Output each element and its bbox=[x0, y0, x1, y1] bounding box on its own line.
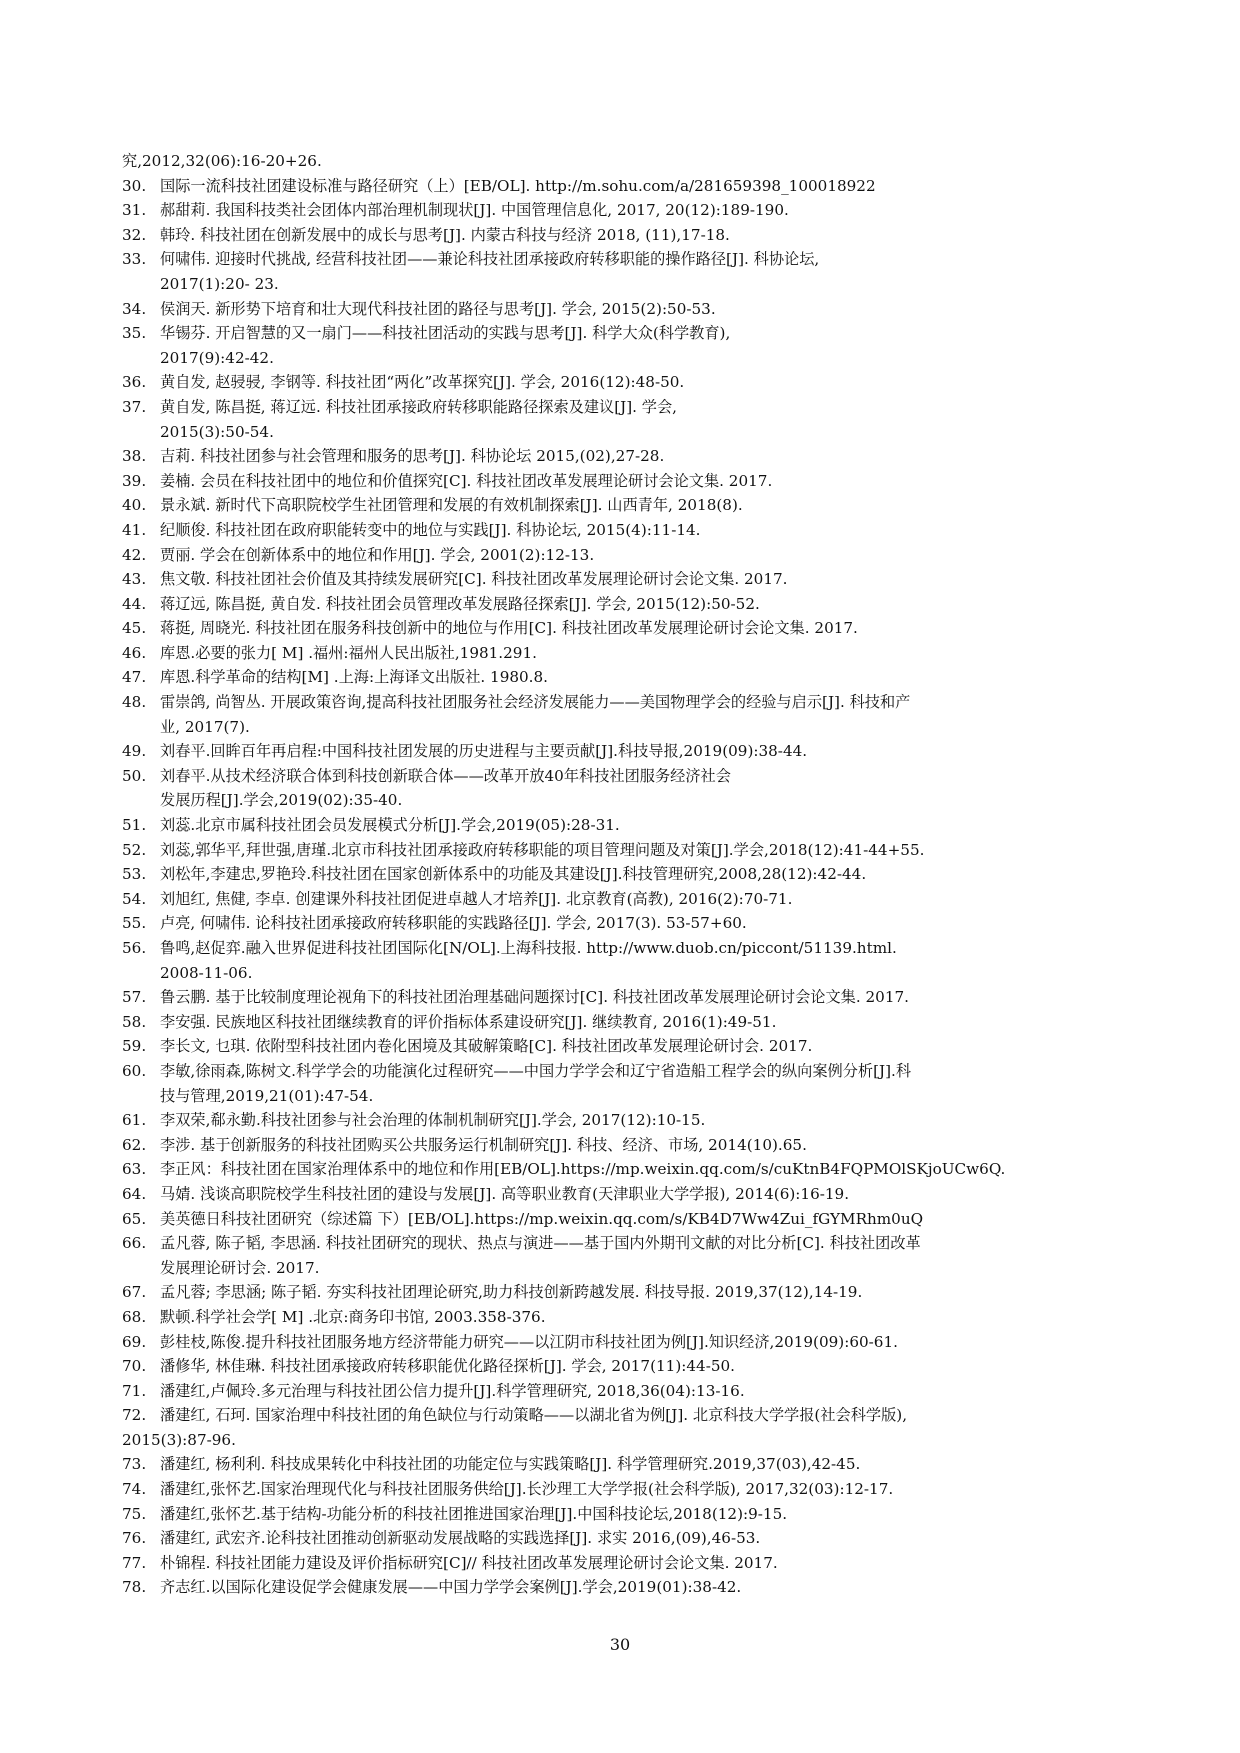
reference-number: 78. bbox=[122, 1578, 147, 1597]
reference-item bbox=[122, 665, 1122, 690]
reference-number: 58. bbox=[122, 1012, 147, 1031]
reference-item bbox=[122, 739, 1122, 764]
reference-text: 焦文敬. 科技社团社会价值及其持续发展研究[C]. 科技社团改革发展理论研讨会论文集. 2017. bbox=[160, 570, 788, 589]
reference-line bbox=[122, 1379, 1122, 1404]
reference-line bbox=[122, 715, 1122, 740]
reference-text: 潘建红, 石珂. 国家治理中科技社团的角色缺位与行动策略——以湖北省为例[J]. 北京科技大学学报(社会科学版), bbox=[160, 1406, 908, 1425]
reference-text: 潘建红,张怀艺.国家治理现代化与科技社团服务供给[J].长沙理工大学学报(社会科学版), 2017,32(03):12-17. bbox=[160, 1480, 894, 1499]
reference-text: 潘建红,卢佩玲.多元治理与科技社团公信力提升[J].科学管理研究, 2018,36(04):13-16. bbox=[160, 1381, 745, 1400]
reference-line bbox=[122, 1059, 1122, 1084]
reference-number: 53. bbox=[122, 865, 147, 884]
reference-list bbox=[122, 149, 1122, 1600]
reference-line bbox=[122, 1182, 1122, 1207]
reference-number: 38. bbox=[122, 447, 147, 466]
reference-item bbox=[122, 1452, 1122, 1477]
reference-item bbox=[122, 444, 1122, 469]
reference-text: 鲁鸣,赵促弈.融入世界促进科技社团国际化[N/OL].上海科技报. http://www.duob.cn/piccont/51139.html. bbox=[160, 939, 897, 957]
reference-item bbox=[122, 1502, 1122, 1527]
reference-item bbox=[122, 149, 1122, 174]
reference-number: 72. bbox=[122, 1406, 147, 1425]
reference-item bbox=[122, 1231, 1122, 1280]
reference-text: 鲁云鹏. 基于比较制度理论视角下的科技社团治理基础问题探讨[C]. 科技社团改革发展理论研讨会论文集. 2017. bbox=[160, 988, 909, 1007]
reference-item bbox=[122, 198, 1122, 223]
reference-text: 李长文, 乜琪. 依附型科技社团内卷化困境及其破解策略[C]. 科技社团改革发展理论研讨会. 2017. bbox=[160, 1037, 813, 1056]
reference-text: 发展历程[J].学会,2019(02):35-40. bbox=[160, 791, 403, 810]
reference-item bbox=[122, 641, 1122, 666]
reference-text: 国际一流科技社团建设标准与路径研究（上）[EB/OL]. http://m.sohu.com/a/281659398_100018922 bbox=[160, 176, 876, 195]
reference-number: 63. bbox=[122, 1160, 147, 1179]
reference-number: 70. bbox=[122, 1357, 147, 1376]
reference-item bbox=[122, 297, 1122, 322]
reference-number: 77. bbox=[122, 1553, 147, 1572]
reference-line bbox=[122, 985, 1122, 1010]
reference-text: 2017(1):20- 23. bbox=[160, 274, 279, 293]
reference-item bbox=[122, 1575, 1122, 1600]
reference-number: 67. bbox=[122, 1283, 147, 1302]
reference-text: 华锡芬. 开启智慧的又一扇门——科技社团活动的实践与思考[J]. 科学大众(科学教育), bbox=[160, 324, 731, 343]
reference-text: 潘建红, 武宏齐.论科技社团推动创新驱动发展战略的实践选择[J]. 求实 2016,(09),46-53. bbox=[160, 1529, 761, 1548]
reference-number: 64. bbox=[122, 1184, 147, 1203]
reference-line bbox=[122, 1526, 1122, 1551]
reference-number: 32. bbox=[122, 225, 147, 244]
reference-number: 33. bbox=[122, 250, 147, 269]
reference-number: 57. bbox=[122, 988, 147, 1007]
reference-number: 31. bbox=[122, 201, 147, 220]
reference-item bbox=[122, 813, 1122, 838]
reference-line bbox=[122, 1231, 1122, 1256]
reference-text: 默顿.科学社会学[ M] .北京:商务印书馆, 2003.358-376. bbox=[160, 1307, 546, 1326]
reference-line bbox=[122, 936, 1122, 961]
reference-number: 47. bbox=[122, 668, 147, 687]
reference-item bbox=[122, 1305, 1122, 1330]
reference-line bbox=[122, 1403, 1122, 1428]
reference-text: 何啸伟. 迎接时代挑战, 经营科技社团——兼论科技社团承接政府转移职能的操作路径[J]. 科协论坛, bbox=[160, 250, 820, 269]
reference-item bbox=[122, 567, 1122, 592]
reference-number: 73. bbox=[122, 1455, 147, 1474]
reference-item bbox=[122, 1108, 1122, 1133]
reference-line bbox=[122, 518, 1122, 543]
reference-item bbox=[122, 493, 1122, 518]
reference-text: 卢亮, 何啸伟. 论科技社团承接政府转移职能的实践路径[J]. 学会, 2017(3). 53-57+60. bbox=[160, 914, 747, 933]
reference-line bbox=[122, 493, 1122, 518]
reference-number: 42. bbox=[122, 545, 147, 564]
reference-text: 库恩.科学革命的结构[M] .上海:上海译文出版社. 1980.8. bbox=[160, 668, 549, 687]
reference-text: 2008-11-06. bbox=[160, 963, 253, 982]
reference-text: 究,2012,32(06):16-20+26. bbox=[122, 152, 322, 170]
reference-item bbox=[122, 985, 1122, 1010]
reference-line bbox=[122, 961, 1122, 986]
reference-number: 61. bbox=[122, 1111, 147, 1130]
reference-number: 74. bbox=[122, 1480, 147, 1499]
reference-text: 库恩.必要的张力[ M] .福州:福州人民出版社,1981.291. bbox=[160, 643, 537, 662]
reference-number: 62. bbox=[122, 1135, 147, 1154]
reference-text: 纪顺俊. 科技社团在政府职能转变中的地位与实践[J]. 科协论坛, 2015(4):11-14. bbox=[160, 520, 701, 539]
reference-line bbox=[122, 1551, 1122, 1576]
reference-item bbox=[122, 838, 1122, 863]
reference-line bbox=[122, 641, 1122, 666]
reference-item bbox=[122, 543, 1122, 568]
reference-text: 孟凡蓉, 陈子韬, 李思涵. 科技社团研究的现状、热点与演进——基于国内外期刊文献的对比分析[C]. 科技社团改革 bbox=[160, 1234, 921, 1253]
reference-number: 60. bbox=[122, 1061, 147, 1080]
reference-line bbox=[122, 838, 1122, 863]
reference-line bbox=[122, 1207, 1122, 1232]
reference-item bbox=[122, 1182, 1122, 1207]
reference-item bbox=[122, 469, 1122, 494]
reference-line bbox=[122, 198, 1122, 223]
reference-line bbox=[122, 1108, 1122, 1133]
reference-item bbox=[122, 223, 1122, 248]
reference-item bbox=[122, 247, 1122, 296]
reference-number: 41. bbox=[122, 520, 147, 539]
reference-line bbox=[122, 370, 1122, 395]
reference-number: 43. bbox=[122, 570, 147, 589]
reference-line bbox=[122, 592, 1122, 617]
reference-text: 李双荣,郗永勤.科技社团参与社会治理的体制机制研究[J].学会, 2017(12):10-15. bbox=[160, 1111, 706, 1130]
reference-line bbox=[122, 1575, 1122, 1600]
reference-line bbox=[122, 247, 1122, 272]
reference-item bbox=[122, 1280, 1122, 1305]
reference-item bbox=[122, 1526, 1122, 1551]
reference-item bbox=[122, 1330, 1122, 1355]
reference-line bbox=[122, 665, 1122, 690]
reference-number: 68. bbox=[122, 1307, 147, 1326]
reference-item bbox=[122, 1059, 1122, 1108]
reference-text: 刘旭红, 焦健, 李卓. 创建课外科技社团促进卓越人才培养[J]. 北京教育(高教), 2016(2):70-71. bbox=[160, 889, 793, 908]
reference-line bbox=[122, 739, 1122, 764]
reference-line bbox=[122, 346, 1122, 371]
reference-item bbox=[122, 1133, 1122, 1158]
reference-item bbox=[122, 764, 1122, 813]
reference-line bbox=[122, 887, 1122, 912]
reference-item bbox=[122, 936, 1122, 985]
reference-line bbox=[122, 1133, 1122, 1158]
reference-text: 蒋辽远, 陈昌挺, 黄自发. 科技社团会员管理改革发展路径探索[J]. 学会, 2015(12):50-52. bbox=[160, 594, 760, 613]
reference-text: 刘松年,李建忠,罗艳玲.科技社团在国家创新体系中的功能及其建设[J].科技管理研究,2008,28(12):42-44. bbox=[160, 865, 867, 884]
reference-item bbox=[122, 1403, 1122, 1452]
reference-line bbox=[122, 1084, 1122, 1109]
reference-number: 34. bbox=[122, 299, 147, 318]
reference-text: 雷崇鸽, 尚智丛. 开展政策咨询,提高科技社团服务社会经济发展能力——美国物理学会的经验与启示[J]. 科技和产 bbox=[160, 693, 911, 712]
reference-item bbox=[122, 1010, 1122, 1035]
reference-line bbox=[122, 1354, 1122, 1379]
reference-line bbox=[122, 764, 1122, 789]
reference-text: 黄自发, 陈昌挺, 蒋辽远. 科技社团承接政府转移职能路径探索及建议[J]. 学会, bbox=[160, 397, 678, 416]
reference-number: 66. bbox=[122, 1234, 147, 1253]
reference-text: 技与管理,2019,21(01):47-54. bbox=[160, 1086, 374, 1105]
reference-text: 马婧. 浅谈高职院校学生科技社团的建设与发展[J]. 高等职业教育(天津职业大学学报), 2014(6):16-19. bbox=[160, 1184, 850, 1203]
reference-item bbox=[122, 1207, 1122, 1232]
reference-item bbox=[122, 1477, 1122, 1502]
reference-line bbox=[122, 321, 1122, 346]
reference-text: 蒋挺, 周晓光. 科技社团在服务科技创新中的地位与作用[C]. 科技社团改革发展理论研讨会论文集. 2017. bbox=[160, 619, 858, 638]
reference-number: 65. bbox=[122, 1209, 147, 1228]
reference-item bbox=[122, 518, 1122, 543]
reference-line bbox=[122, 223, 1122, 248]
reference-line bbox=[122, 1428, 1122, 1453]
reference-number: 76. bbox=[122, 1529, 147, 1548]
reference-number: 36. bbox=[122, 373, 147, 392]
reference-text: 潘建红,张怀艺.基于结构-功能分析的科技社团推进国家治理[J].中国科技论坛,2018(12):9-15. bbox=[160, 1504, 788, 1523]
reference-line bbox=[122, 272, 1122, 297]
reference-line bbox=[122, 788, 1122, 813]
reference-line bbox=[122, 862, 1122, 887]
reference-number: 39. bbox=[122, 471, 147, 490]
reference-line bbox=[122, 813, 1122, 838]
reference-item bbox=[122, 592, 1122, 617]
reference-item bbox=[122, 862, 1122, 887]
reference-text: 潘修华, 林佳琳. 科技社团承接政府转移职能优化路径探析[J]. 学会, 2017(11):44-50. bbox=[160, 1357, 735, 1376]
reference-text: 贾丽. 学会在创新体系中的地位和作用[J]. 学会, 2001(2):12-13. bbox=[160, 545, 595, 564]
reference-text: 郝甜莉. 我国科技类社会团体内部治理机制现状[J]. 中国管理信息化, 2017, 20(12):189-190. bbox=[160, 201, 789, 220]
reference-item bbox=[122, 690, 1122, 739]
reference-item bbox=[122, 321, 1122, 370]
reference-text: 2015(3):87-96. bbox=[122, 1430, 236, 1449]
reference-line bbox=[122, 911, 1122, 936]
reference-text: 彭桂枝,陈俊.提升科技社团服务地方经济带能力研究——以江阴市科技社团为例[J].知识经济,2019(09):60-61. bbox=[160, 1332, 898, 1351]
reference-text: 发展理论研讨会. 2017. bbox=[160, 1258, 320, 1277]
reference-item bbox=[122, 370, 1122, 395]
reference-line bbox=[122, 567, 1122, 592]
reference-line bbox=[122, 444, 1122, 469]
reference-line bbox=[122, 1330, 1122, 1355]
reference-line bbox=[122, 420, 1122, 445]
reference-item bbox=[122, 1379, 1122, 1404]
reference-number: 69. bbox=[122, 1332, 147, 1351]
reference-number: 59. bbox=[122, 1037, 147, 1056]
reference-text: 刘春平.从技术经济联合体到科技创新联合体——改革开放40年科技社团服务经济社会 bbox=[160, 766, 731, 785]
reference-text: 黄自发, 赵骎骎, 李钢等. 科技社团“两化”改革探究[J]. 学会, 2016(12):48-50. bbox=[160, 373, 685, 392]
reference-number: 52. bbox=[122, 840, 147, 859]
reference-text: 业, 2017(7). bbox=[160, 717, 250, 736]
reference-text: 齐志红.以国际化建设促学会健康发展——中国力学学会案例[J].学会,2019(01):38-42. bbox=[160, 1578, 742, 1597]
reference-line bbox=[122, 690, 1122, 715]
reference-item bbox=[122, 1157, 1122, 1182]
reference-item bbox=[122, 1354, 1122, 1379]
reference-number: 46. bbox=[122, 643, 147, 662]
reference-text: 李正风：科技社团在国家治理体系中的地位和作用[EB/OL].https://mp.weixin.qq.com/s/cuKtnB4FQPMOlSKjoUCw6Q. bbox=[160, 1160, 1006, 1179]
reference-text: 刘春平.回眸百年再启程:中国科技社团发展的历史进程与主要贡献[J].科技导报,2019(09):38-44. bbox=[160, 742, 808, 761]
reference-text: 姜楠. 会员在科技社团中的地位和价值探究[C]. 科技社团改革发展理论研讨会论文集. 2017. bbox=[160, 471, 773, 490]
reference-text: 潘建红, 杨利利. 科技成果转化中科技社团的功能定位与实践策略[J]. 科学管理研究.2019,37(03),42-45. bbox=[160, 1455, 861, 1474]
reference-line bbox=[122, 1280, 1122, 1305]
reference-number: 30. bbox=[122, 176, 147, 195]
reference-number: 50. bbox=[122, 766, 147, 785]
reference-item bbox=[122, 174, 1122, 199]
reference-number: 45. bbox=[122, 619, 147, 638]
reference-line bbox=[122, 297, 1122, 322]
reference-text: 侯润天. 新形势下培育和壮大现代科技社团的路径与思考[J]. 学会, 2015(2):50-53. bbox=[160, 299, 716, 318]
reference-item bbox=[122, 1034, 1122, 1059]
reference-text: 朴锦程. 科技社团能力建设及评价指标研究[C]// 科技社团改革发展理论研讨会论文集. 2017. bbox=[160, 1553, 778, 1572]
reference-item bbox=[122, 1551, 1122, 1576]
reference-item bbox=[122, 911, 1122, 936]
reference-number: 37. bbox=[122, 397, 147, 416]
reference-line bbox=[122, 1477, 1122, 1502]
reference-text: 美英德日科技社团研究（综述篇 下）[EB/OL].https://mp.weixin.qq.com/s/KB4D7Ww4Zui_fGYMRhm0uQ bbox=[160, 1209, 924, 1228]
reference-item bbox=[122, 395, 1122, 444]
reference-item bbox=[122, 887, 1122, 912]
reference-text: 李涉. 基于创新服务的科技社团购买公共服务运行机制研究[J]. 科技、经济、市场, 2014(10).65. bbox=[160, 1135, 807, 1154]
reference-number: 54. bbox=[122, 889, 147, 908]
reference-number: 44. bbox=[122, 594, 147, 613]
reference-text: 孟凡蓉; 李思涵; 陈子韬. 夯实科技社团理论研究,助力科技创新跨越发展. 科技导报. 2019,37(12),14-19. bbox=[160, 1283, 863, 1302]
reference-number: 51. bbox=[122, 816, 147, 835]
reference-line bbox=[122, 1502, 1122, 1527]
reference-line bbox=[122, 616, 1122, 641]
reference-line bbox=[122, 469, 1122, 494]
reference-line bbox=[122, 543, 1122, 568]
reference-text: 刘蕊,郭华平,拜世强,唐瑾.北京市科技社团承接政府转移职能的项目管理问题及对策[J].学会,2018(12):41-44+55. bbox=[160, 840, 925, 859]
reference-text: 李安强. 民族地区科技社团继续教育的评价指标体系建设研究[J]. 继续教育, 2016(1):49-51. bbox=[160, 1012, 777, 1031]
reference-text: 2017(9):42-42. bbox=[160, 348, 274, 367]
reference-line bbox=[122, 1157, 1122, 1182]
page-number: 30 bbox=[609, 1635, 631, 1654]
reference-number: 49. bbox=[122, 742, 147, 761]
reference-number: 55. bbox=[122, 914, 147, 933]
reference-line bbox=[122, 1305, 1122, 1330]
reference-text: 景永斌. 新时代下高职院校学生社团管理和发展的有效机制探索[J]. 山西青年, 2018(8). bbox=[160, 496, 743, 515]
reference-text: 刘蕊.北京市属科技社团会员发展模式分析[J].学会,2019(05):28-31. bbox=[160, 816, 620, 835]
reference-number: 71. bbox=[122, 1381, 147, 1400]
reference-text: 吉莉. 科技社团参与社会管理和服务的思考[J]. 科协论坛 2015,(02),27-28. bbox=[160, 447, 665, 466]
reference-text: 2015(3):50-54. bbox=[160, 422, 274, 441]
reference-number: 56. bbox=[122, 939, 147, 957]
reference-line bbox=[122, 1010, 1122, 1035]
reference-line bbox=[122, 1256, 1122, 1281]
reference-line bbox=[122, 149, 1122, 174]
reference-number: 35. bbox=[122, 324, 147, 343]
reference-text: 李敏,徐雨森,陈树文.科学学会的功能演化过程研究——中国力学学会和辽宁省造船工程学会的纵向案例分析[J].科 bbox=[160, 1061, 912, 1080]
reference-number: 48. bbox=[122, 693, 147, 712]
reference-line bbox=[122, 174, 1122, 199]
reference-line bbox=[122, 1034, 1122, 1059]
reference-number: 40. bbox=[122, 496, 147, 515]
reference-line bbox=[122, 1452, 1122, 1477]
reference-text: 韩玲. 科技社团在创新发展中的成长与思考[J]. 内蒙古科技与经济 2018, (11),17-18. bbox=[160, 225, 730, 244]
reference-number: 75. bbox=[122, 1504, 147, 1523]
reference-line bbox=[122, 395, 1122, 420]
reference-item bbox=[122, 616, 1122, 641]
